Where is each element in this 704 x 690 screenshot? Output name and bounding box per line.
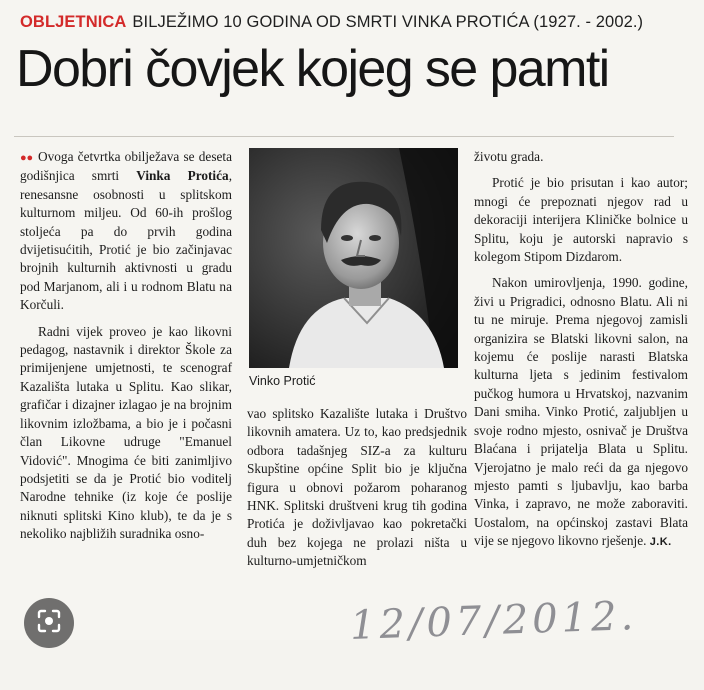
section-tag: OBLJETNICA: [20, 13, 127, 31]
article-column-1: [20, 148, 232, 544]
paragraph-lead: ●● Ovoga četvrtka obilježava se deseta godišnjica smrti Vinka Protića, renesansne osobnosti u splitskom kulturnom miljeu. Od 60-ih prošlog stoljeća pa do prvih godina dvijetisućitih, Protić je bio začinjavac brojnih kulturnih aktivnosti u gradu pod Marjanom, ali i u rodnom Blatu na Korčuli.: [20, 149, 233, 313]
paragraph-retirement: Nakon umirovljenja, 1990. godine, živi u Prigradici, odnosno Blatu. Ali ni tu ne miruje. Prema njegovoj zamisli organizira se Blatski likovni salon, na kojemu će poslije narasti Blatska kulturna ljeta s jedinim festivalom pučkog humora u Hrvatskoj, nazvanim Dani smiha. Vinko Protić, zaljubljen u svoje rodno mjesto, osnivač je Društva Blaćana i prijatelja Blata u Splitu. Vjerojatno je malo reći da ga njegovo mjesto pamti s ljubavlju, kao barba Vinka, i zapravo, ne može zaboraviti. Uostalom, na općinskoj zastavi Blata vije se njegovo likovno rješenje. J.K.: [474, 275, 688, 549]
kicker-subtitle: BILJEŽIMO 10 GODINA OD SMRTI VINKA PROTIĆA (1927. - 2002.): [132, 13, 644, 31]
person-name: Vinka Protića: [136, 168, 229, 184]
lens-search-button[interactable]: [24, 598, 74, 648]
headline: Dobri čovjek kojeg se pamti: [16, 40, 609, 98]
paragraph-continuation: vao splitsko Kazalište lutaka i Društvo likovnih amatera. Uz to, kao predsjednik odbora tadašnjeg SIZ-a za kulturu Skupštine općine Split bio je ključna figura u obnovi požarom poharanog HNK. Splitski društveni krug tih godina Protića je doživljavao kao pokretački duh bez kojega ne prolazi ništa u kulturno-umjetničkom: [247, 406, 467, 569]
paragraph-tail: životu grada.: [474, 149, 544, 164]
lead-bullets: ●●: [20, 152, 34, 164]
paragraph-author-work: Protić je bio prisutan i kao autor; mnogi će prepoznati njegov rad u dekoraciji interijera Kliničke bolnice u Splitu, koju je autorski napravio s kolegom Stipom Dizdarom.: [474, 175, 688, 265]
photo-caption: Vinko Protić: [249, 374, 316, 388]
divider: [14, 136, 674, 137]
portrait-photo: [249, 148, 458, 368]
kicker-line: [20, 13, 643, 32]
lens-search-icon: [36, 608, 62, 639]
article-column-3: [474, 148, 688, 552]
handwritten-date: 12/07/2012.: [349, 593, 638, 649]
author-initials: J.K.: [649, 536, 672, 549]
article-column-2: [247, 405, 467, 571]
paragraph-career: Radni vijek proveo je kao likovni pedagog, nastavnik i direktor Škole za primijenjene umjetnosti, te scenograf Kazališta lutaka u Splitu. Kao slikar, grafičar i dizajner izlagao je na brojnim likovnim izložbama, a bio je i počasni član Likovne udruge "Emanuel Vidović". Mnogima će biti zanimljivo podsjetiti se da je Protić bio voditelj Narodne tehnike (iz koje će poslije niknuti splitski Kino klub), te da je s nekoliko najbližih suradnika osno-: [20, 323, 232, 542]
